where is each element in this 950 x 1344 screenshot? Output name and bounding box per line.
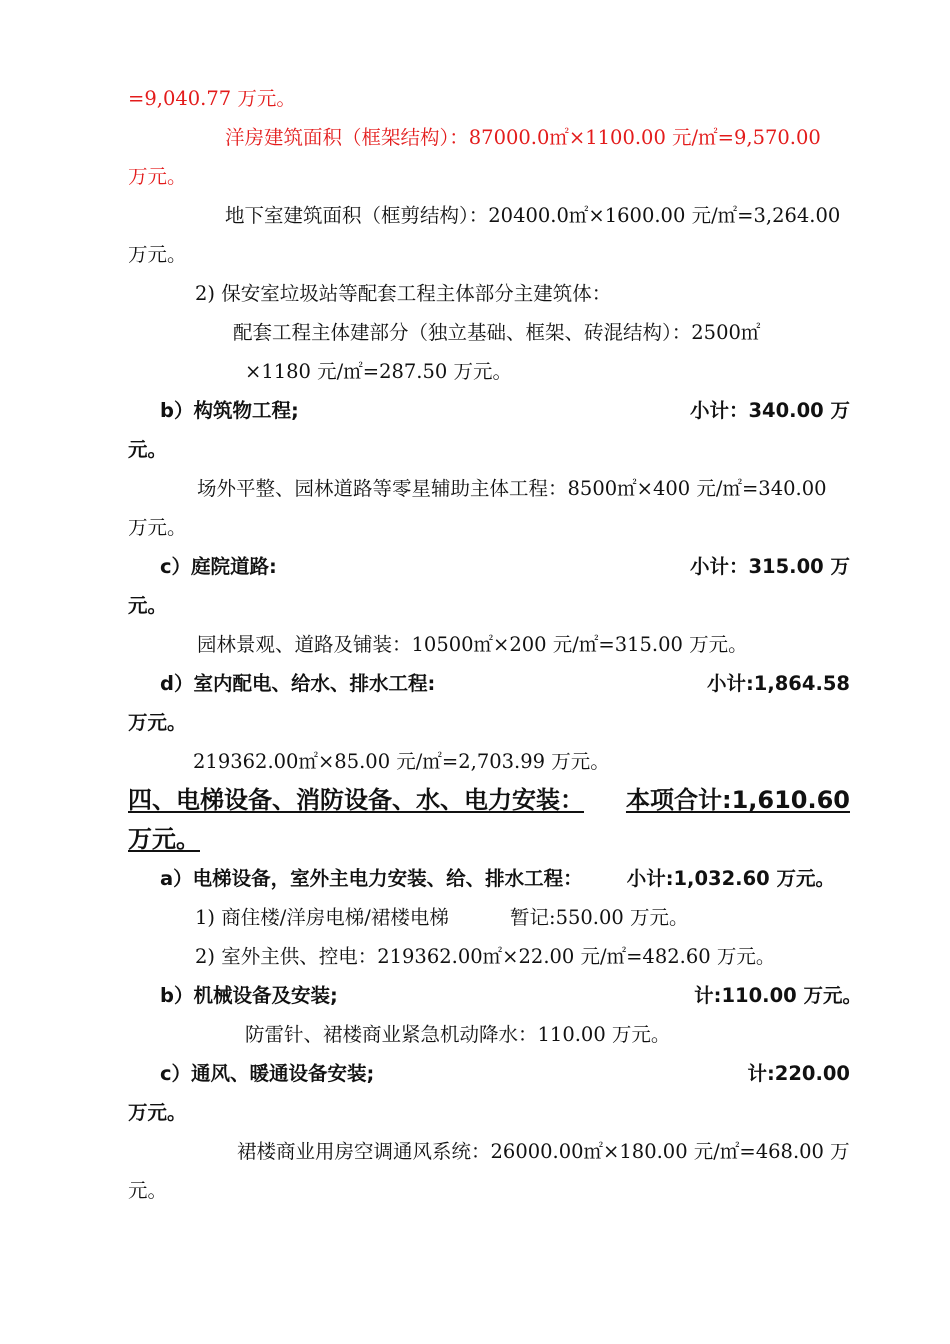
- ventilation-unit: 万元。: [128, 1101, 187, 1124]
- courtyard-detail: 园林景观、道路及铺装：10500㎡×200 元/㎡=315.00 万元。: [197, 633, 748, 656]
- machinery-detail: 防雷针、裙楼商业紧急机动降水：110.00 万元。: [245, 1023, 671, 1046]
- ventilation-detail: 裙楼商业用房空调通风系统：26000.00㎡×180.00 元/㎡=468.00 万: [237, 1140, 850, 1163]
- ancillary-line-cont: ×1180 元/㎡=287.50 万元。: [245, 360, 513, 383]
- ancillary-line: 配套工程主体建部分（独立基础、框架、砖混结构）：2500㎡: [233, 321, 761, 344]
- courtyard-subtotal: 小计：315.00 万: [689, 555, 850, 578]
- villa-area-unit: 万元。: [128, 165, 187, 188]
- machinery-subtotal: 计:110.00 万元。: [694, 984, 862, 1007]
- basement-area-line: 地下室建筑面积（框剪结构）：20400.0㎡×1600.00 元/㎡=3,264.00: [225, 204, 841, 227]
- section-four-unit: 万元。: [128, 825, 200, 853]
- ventilation-label: c）通风、暖通设备安装;: [160, 1062, 375, 1085]
- indoor-utilities-subtotal: 小计:1,864.58: [706, 672, 850, 695]
- elevator-label: a）电梯设备，室外主电力安装、给、排水工程：: [160, 867, 583, 890]
- section-four-heading: 四、电梯设备、消防设备、水、电力安装：: [128, 786, 584, 814]
- structures-subtotal: 小计：340.00 万: [689, 399, 850, 422]
- structures-detail: 场外平整、园林道路等零星辅助主体工程：8500㎡×400 元/㎡=340.00: [197, 477, 827, 500]
- elevator-item-1-value: 暂记:550.00 万元。: [510, 906, 689, 929]
- ventilation-subtotal: 计:220.00: [747, 1062, 850, 1085]
- elevator-item-2: 2) 室外主供、控电：219362.00㎡×22.00 元/㎡=482.60 万元。: [195, 945, 776, 968]
- courtyard-label: c）庭院道路:: [160, 555, 277, 578]
- indoor-utilities-unit: 万元。: [128, 711, 187, 734]
- ancillary-heading: 2) 保安室垃圾站等配套工程主体部分主建筑体：: [195, 282, 612, 305]
- structures-label: b）构筑物工程;: [160, 399, 299, 422]
- structures-detail-unit: 万元。: [128, 516, 187, 539]
- elevator-subtotal: 小计:1,032.60 万元。: [626, 867, 835, 890]
- indoor-utilities-label: d）室内配电、给水、排水工程:: [160, 672, 436, 695]
- indoor-utilities-detail: 219362.00㎡×85.00 元/㎡=2,703.99 万元。: [193, 750, 610, 773]
- ventilation-detail-unit: 元。: [128, 1179, 168, 1202]
- courtyard-subtotal-unit: 元。: [128, 594, 168, 617]
- calc-line-continuation: =9,040.77 万元。: [128, 87, 296, 110]
- section-four-total: 本项合计:1,610.60: [625, 786, 850, 814]
- machinery-label: b）机械设备及安装;: [160, 984, 338, 1007]
- villa-area-line: 洋房建筑面积（框架结构）：87000.0㎡×1100.00 元/㎡=9,570.00: [225, 126, 821, 149]
- basement-area-unit: 万元。: [128, 243, 187, 266]
- elevator-item-1: 1) 商住楼/洋房电梯/裙楼电梯: [195, 906, 449, 929]
- structures-subtotal-unit: 元。: [128, 438, 168, 461]
